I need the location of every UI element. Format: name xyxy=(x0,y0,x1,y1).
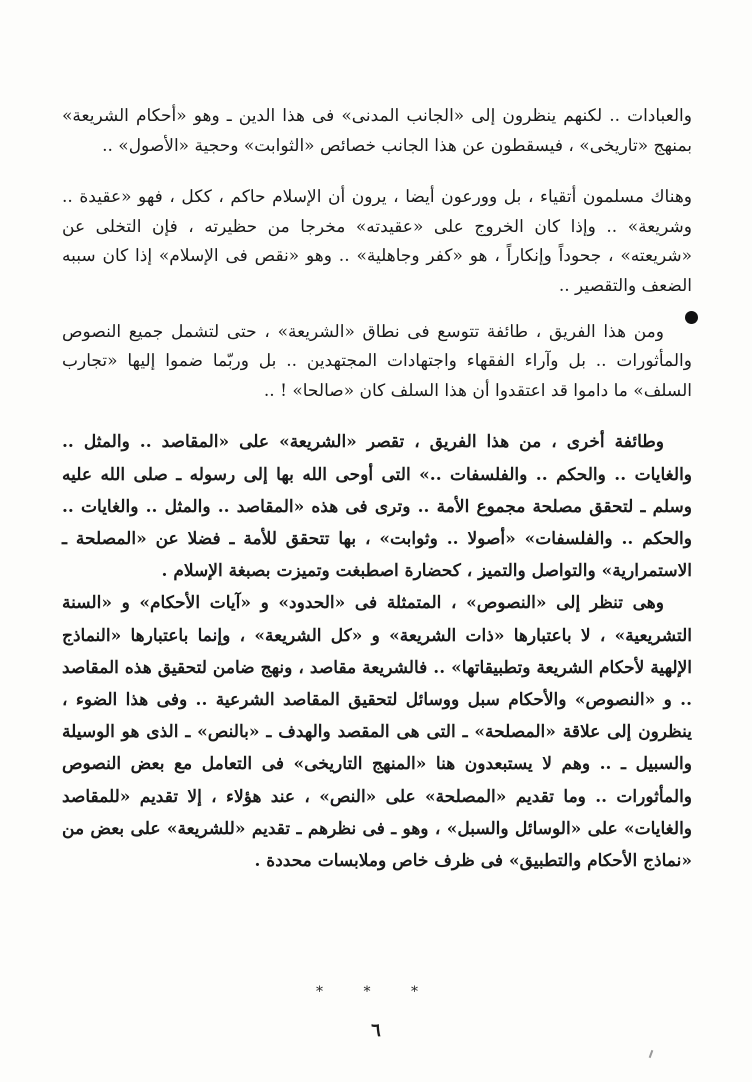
paragraph-4: وطائفة أخرى ، من هذا الفريق ، تقصر «الشريعة» على «المقاصد .. والمثل .. والغايات .. والحكم .. والفلسفات ..» التى أوحى الله بها إلى رسوله ـ صلى الله عليه وسلم ـ لتحقق مصلحة مجموع الأمة .. وترى فى هذه «المقاصد .. والمثل .. والغايات .. والحكم .. والفلسفات» «أصولا .. وثوابت» ، بها تتحقق للأمة ـ فضلا عن «المصلحة ـ الاستمرارية» والتواصل والتميز ، كحضارة اصطبغت وتميزت بصبغة الإسلام . xyxy=(62,432,692,582)
paragraph-3: ومن هذا الفريق ، طائفة تتوسع فى نطاق «الشريعة» ، حتى لتشمل جميع النصوص والمأثورات .. بل وآراء الفقهاء واجتهادات المجتهدين .. بل وربّما ضموا إليها «تجارب السلف» ما داموا قد اعتقدوا أن هذا السلف كان «صالحا» ! .. xyxy=(62,321,692,401)
page-number: ٦ xyxy=(371,1020,381,1041)
scan-mark xyxy=(649,1050,654,1058)
paragraph-2: وهناك مسلمون أتقياء ، بل وورعون أيضا ، يرون أن الإسلام حاكم ، ككل ، فهو «عقيدة .. وشريعة» .. وإذا كان الخروج على «عقيدته» مخرجا من حظيرته ، فإن التخلى عن «شريعته» ، جحوداً وإنكاراً ، هو «كفر وجاهلية» .. وهو «نقص فى الإسلام» إذا كان سببه الضعف والتقصير .. xyxy=(62,187,692,296)
bullet-icon xyxy=(685,311,698,324)
section-separator: * * * xyxy=(316,984,436,1000)
document-body xyxy=(62,102,692,877)
paragraph-1: والعبادات .. لكنهم ينظرون إلى «الجانب المدنى» فى هذا الدين ـ وهو «أحكام الشريعة» بمنهج «تاريخى» ، فيسقطون عن هذا الجانب خصائص «الثوابت» وحجية «الأصول» .. xyxy=(62,106,692,156)
bullet-item xyxy=(62,183,692,301)
paragraph-5: وهى تنظر إلى «النصوص» ، المتمثلة فى «الحدود» و «آيات الأحكام» و «السنة التشريعية» ، لا باعتبارها «ذات الشريعة» و «كل الشريعة» ، وإنما باعتبارها «النماذج الإلهية لأحكام الشريعة وتطبيقاتها» .. فالشريعة مقاصد ، ونهج ضامن لتحقيق هذه المقاصد .. و «النصوص» والأحكام سبل ووسائل لتحقيق المقاصد الشرعية .. وفى هذا الضوء ، ينظرون إلى علاقة «المصلحة» ـ التى هى المقصد والهدف ـ «بالنص» ـ الذى هو الوسيلة والسبيل ـ .. وهم لا يستبعدون هنا «المنهج التاريخى» فى التعامل مع بعض النصوص والمأثورات .. وما تقديم «المصلحة» على «النص» ، عند هؤلاء ، إلا تقديم «للمقاصد والغايات» على «الوسائل والسبل» ، وهو ـ فى نظرهم ـ تقديم «للشريعة» على بعض من «نماذج الأحكام والتطبيق» فى ظرف خاص وملابسات محددة . xyxy=(62,593,692,871)
